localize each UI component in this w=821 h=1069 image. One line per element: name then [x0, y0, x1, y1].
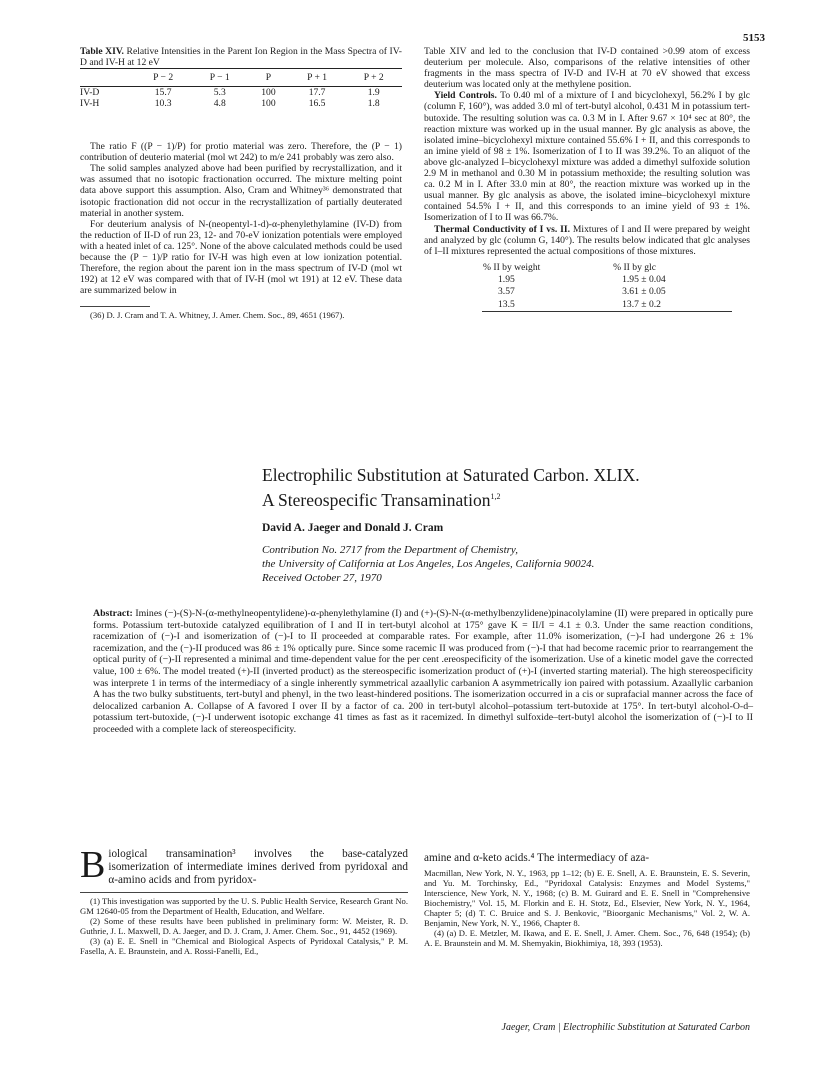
section-heading: Yield Controls.	[434, 90, 497, 102]
authors: David A. Jaeger and Donald J. Cram	[262, 522, 444, 534]
intro-paragraph	[80, 844, 408, 886]
table-cell: 16.5	[308, 98, 326, 110]
left-column	[80, 46, 402, 320]
table-header-row	[482, 261, 732, 274]
table-caption-text: Relative Intensities in the Parent Ion Region in the Mass Spectra of IV-D and IV-H at 12 eV	[80, 46, 402, 68]
table-cell: 1.9	[367, 87, 380, 99]
footnote: (4) (a) D. E. Metzler, M. Ikawa, and E. E. Snell, J. Amer. Chem. Soc., 76, 648 (1954); (b) A. E. Braunstein and M. M. Shemyakin, Biokhimiya, 18, 393 (1953).	[424, 927, 750, 948]
section-heading: Thermal Conductivity of I vs. II.	[434, 223, 570, 235]
body-paragraph: Table XIV and led to the conclusion that IV-D contained >0.99 atom of excess deuterium per molecule. Also, comparisons of the relative intensities of other fragments in the mass spectra of IV-D and IV-H at 70 eV showed that excess deuterium was located only at the methylene position.	[424, 46, 750, 91]
contribution-line-1: Contribution No. 2717 from the Department of Chemistry,	[262, 544, 518, 556]
body-paragraph: The ratio F ((P − 1)/P) for protio material was zero. Therefore, the (P − 1) contribution of deuterio material (mol wt 242) to m/e 241 probably was zero also.	[80, 141, 402, 164]
intro-right-column	[424, 852, 750, 948]
body-text: To 0.40 ml of a mixture of I and bicyclohexyl, 56.2% I by glc (column F, 160°), was added 3.0 ml of tert-butyl alcohol, 0.431 M in potassium tert-butoxide. The resulting solution was ca. 0.3 M in I. After 9.67 × 10⁴ sec at 80°, the reaction mixture was worked up in the usual manner. By glc analysis as above, the isolated imine–bicyclohexyl mixture contained 55.6% I + II, and this corresponds to an imine yield of 98 ± 1%. Isomerization of I to II was 39.2%. To an aliquot of the above glc-analyzed I–bicyclohexyl mixture was added a dimethyl sulfoxide solution 2.9 M in methanol and 0.30 M in potassium methoxide; the resulting solution was ca. 0.2 M in I. After 33.0 min at 80°, the reaction mixture was worked up in the usual manner. By glc analysis as above, the isolated imine–bicyclohexyl mixture contained 54.5% I + II, and this corresponds to an imine yield of 93 ± 1%. Isomerization of I to II was 66.7%.	[424, 90, 750, 224]
table-header-cell: P − 1	[191, 69, 248, 87]
table-cell: 15.7	[154, 87, 172, 99]
table-caption	[80, 46, 402, 68]
table-row	[482, 286, 732, 299]
footnotes-left	[80, 892, 408, 956]
table-cell: 3.57	[498, 286, 515, 298]
body-text: Mixtures of I and II were prepared by weight and analyzed by glc (column G, 140°). The results below indicated that glc analyses of I–II mixtures represented the actual compositions of those mixtures.	[424, 223, 751, 257]
title-line-2: A Stereospecific Transamination	[262, 489, 491, 510]
thermal-conductivity-paragraph	[424, 224, 750, 257]
table-cell: 13.7 ± 0.2	[612, 299, 732, 312]
table-cell: IV-D	[80, 87, 100, 99]
footnote: (1) This investigation was supported by the U. S. Public Health Service, Research Grant No. GM 12640-05 from the Department of Health, Education, and Welfare.	[80, 896, 408, 917]
table-cell: 1.95 ± 0.04	[622, 273, 666, 285]
table-header-cell: % II by glc	[613, 261, 656, 273]
table-cell: 100	[261, 87, 276, 99]
table-cell: 4.8	[213, 98, 226, 110]
intensity-table	[80, 68, 402, 109]
yield-controls-paragraph	[424, 90, 750, 223]
body-paragraph: The solid samples analyzed above had been purified by recrystallization, and it was assumed that no isotopic fractionation occurred. The mixture melting point data above support this assumption. Also, Cram and Whitney³⁶ demonstrated that isotopic fractionation did not occur in the recrystallization of partially deuterated material in another system.	[80, 163, 402, 219]
intro-left-column	[80, 844, 408, 957]
table-row	[482, 274, 732, 287]
running-footer: Jaeger, Cram | Electrophilic Substitution at Saturated Carbon	[501, 1022, 750, 1033]
table-caption-label: Table XIV.	[80, 46, 124, 57]
footnote: (2) Some of these results have been published in preliminary form: W. Meister, R. D. Guthrie, J. L. Maxwell, D. A. Jaeger, and D. J. Cram, J. Amer. Chem. Soc., 91, 4452 (1969).	[80, 916, 408, 937]
table-header-cell	[80, 69, 135, 87]
received-date: Received October 27, 1970	[262, 572, 382, 584]
table-header-cell: P + 1	[289, 69, 346, 87]
table-cell: 100	[261, 98, 276, 110]
table-cell: IV-H	[80, 98, 100, 110]
table-cell: 13.5	[482, 299, 612, 312]
table-header-cell: P − 2	[135, 69, 192, 87]
table-header-row	[80, 69, 402, 87]
table-cell: 1.95	[498, 273, 515, 285]
table-row	[80, 98, 402, 109]
right-column	[424, 46, 750, 312]
table-cell: 1.8	[367, 98, 380, 110]
body-paragraph: For deuterium analysis of N-(neopentyl-1-d)-α-phenylethylamine (IV-D) from the reduction of II-D of run 23, 12- and 70-eV ionization potentials were employed with a heated inlet of ca. 125°. None of the above calculated methods could be used because the (P − 1)/P ratio for IV-H was high even at low ionization potential. Therefore, the region about the parent ion in the mass spectrum of IV-D (mol wt 192) at 12 eV was compared with that of IV-H (mol wt 191) at 12 eV. These data are summarized below in	[80, 218, 402, 297]
footnote: (3) (a) E. E. Snell in "Chemical and Biological Aspects of Pyridoxal Catalysis," P. M. Fasella, A. E. Braunstein, and A. Rossi-Fanelli, Ed.,	[80, 936, 408, 957]
intro-continuation: amine and α-keto acids.⁴ The intermediacy of aza-	[424, 852, 650, 864]
abstract-label: Abstract:	[93, 608, 133, 619]
footnote: Macmillan, New York, N. Y., 1963, pp 1–12; (b) E. E. Snell, A. E. Braunstein, E. S. Severin, and Yu. M. Torchinsky, Ed., "Pyridoxal Catalysis: Enzymes and Model Systems," Interscience, New York, N. Y., 1968; (c) B. M. Guirard and E. E. Snell in "Comprehensive Biochemistry," Vol. 15, M. Florkin and E. H. Stotz, Ed., Elsevier, New York, N. Y., 1964, Chapter 5; (d) T. C. Bruice and S. J. Benkovic, "Bioorganic Mechanisms," Vol. 2, W. A. Benjamin, New York, N. Y., 1966, Chapter 8.	[424, 867, 750, 928]
title-line-1: Electrophilic Substitution at Saturated Carbon. XLIX.	[262, 465, 640, 485]
table-cell: 10.3	[154, 98, 172, 110]
contribution-block	[262, 543, 762, 585]
table-row	[80, 87, 402, 99]
title-line-2-wrap	[262, 486, 762, 511]
article-title	[262, 464, 762, 511]
table-row	[482, 299, 732, 312]
footnote-36: (36) D. J. Cram and T. A. Whitney, J. Amer. Chem. Soc., 89, 4651 (1967).	[90, 310, 345, 321]
contribution-line-2: the University of California at Los Angeles, Los Angeles, California 90024.	[262, 558, 595, 570]
table-header-cell: P + 2	[345, 69, 402, 87]
abstract-text: Imines (−)-(S)-N-(α-methylneopentylidene)-α-phenylethylamine (I) and (+)-(S)-N-(α-methylbenzylidene)pinacolylamine (II) were prepared in optically pure forms. Potassium tert-butoxide catalyzed equilibration of I and II in tert-butyl alcohol at 175° gave K = II/I = 4.1 ± 0.3. Under the same reaction conditions, racemization of (−)-I and isomerization of (−)-I to II proceeded at comparable rates. For example, after 11.0% isomerization, (−)-I had undergone 26 ± 1% racemization, and the (−)-II produced was 86 ± 1% optically pure. Since some racemic II was produced from (−)-I that had become racemic prior to rearrangement the optical purity of (−)-II represented a minimal and time-dependent value for the per cent .ereospecificity of the isomerization. Use of a kinetic model gave the corrected value, 100 ± 6%. The model treated (+)-II (inverted product) as the stereospecific isomerization product of (+)-I (inverted starting material). The high stereospecificity was interprete 1 in terms of the intermediacy of a single inherently symmetrical azaallylic carbanion A asymmetrically ion paired with potassium. Azaallylic carbanion A has the two bulky substituents, tert-butyl and phenyl, in the two least-hindered positions. The isomerization occurred in a cis or suprafacial manner across the face of delocalized carbanion A. Collapse of A favored I over II by a factor of ca. 200 in tert-butyl alcohol–potassium tert-butoxide at 175°. In tert-butyl alcohol-O-d–potassium tert-butoxide, (−)-I underwent isotopic exchange 41 times as fast as it racemized. In dimethyl sulfoxide–tert-butyl alcohol the isomerization of (−)-I to II proceeded with a complete lack of stereospecificity.	[93, 608, 753, 735]
page-number: 5153	[743, 32, 765, 44]
abstract	[93, 608, 753, 736]
table-header-cell: P	[248, 69, 289, 87]
composition-table	[482, 261, 732, 313]
intro-text: iological transamination³ involves the base-catalyzed isomerization of intermediate imines derived from pyridoxal and α-amino acids and from pyridox-	[108, 848, 408, 886]
table-cell: 5.3	[213, 87, 226, 99]
table-cell: 17.7	[308, 87, 326, 99]
title-footnote-ref: 1,2	[490, 492, 501, 501]
drop-cap: B	[80, 844, 106, 886]
table-header-cell: % II by weight	[483, 261, 541, 273]
table-cell: 3.61 ± 0.05	[622, 286, 666, 298]
